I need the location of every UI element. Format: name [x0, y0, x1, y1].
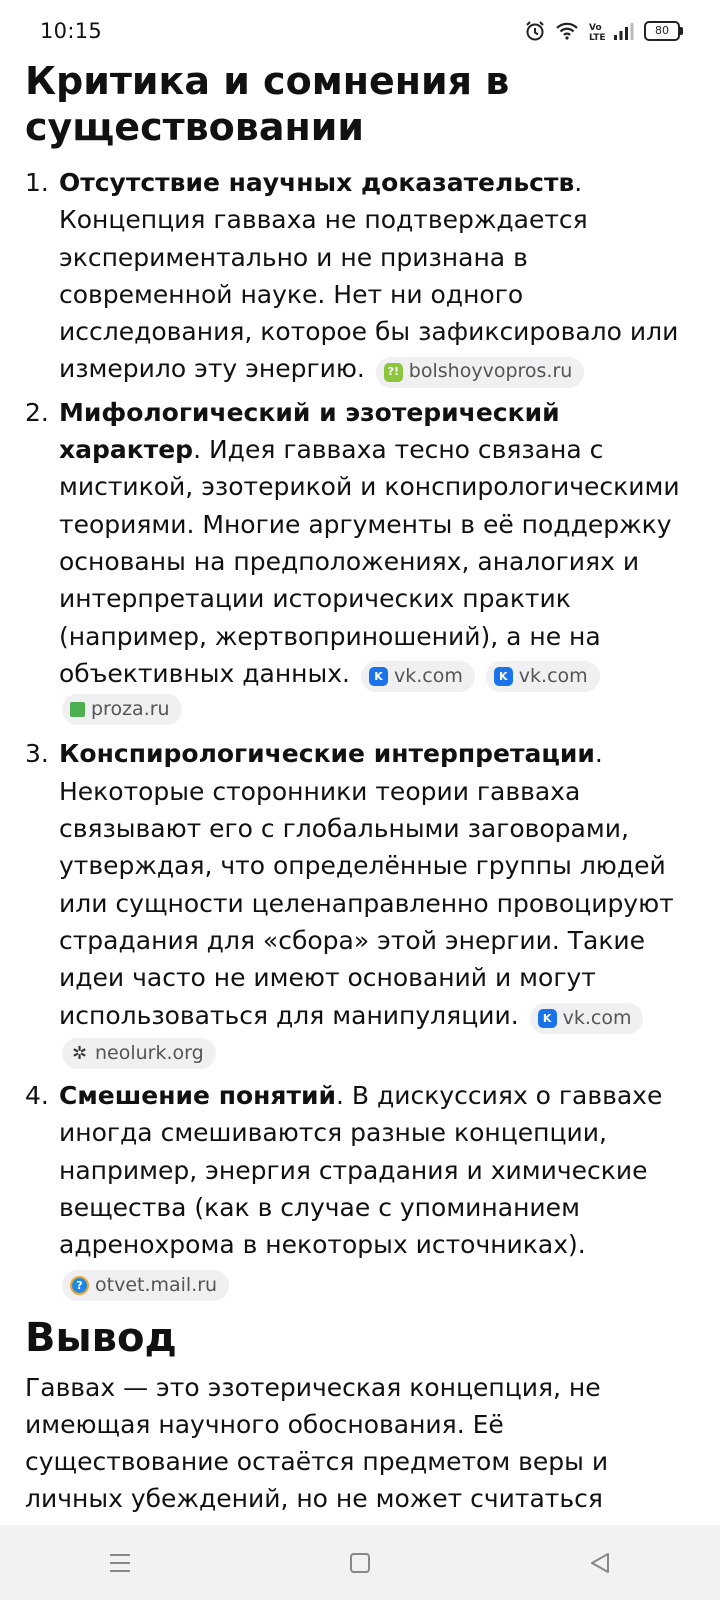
bolshoyvopros-icon: ?!	[384, 363, 403, 382]
source-chip-label: proza.ru	[91, 698, 170, 721]
list-item-text: . Некоторые сторонники теории гавваха связывают его с глобальными заговорами, утверждая, что определённые группы людей или сущности целенаправленно провоцируют страдания для «сбора» этой энергии. Такие идеи часто не имеют оснований и могут использоваться для манипуляции.	[59, 739, 674, 1030]
volte-icon	[588, 21, 604, 41]
list-item-number: 1.	[25, 168, 49, 197]
list-item-number: 4.	[25, 1081, 49, 1111]
menu-button[interactable]	[90, 1543, 150, 1583]
source-chip-label: vk.com	[562, 1006, 632, 1029]
home-button[interactable]	[330, 1543, 390, 1583]
proza-icon	[70, 702, 85, 717]
vk-icon: K	[538, 1009, 557, 1028]
conclusion-text: Гаввах — это эзотерическая концепция, не имеющая научного обоснования. Её существование остаётся предметом веры и личных убеждений, но не может считаться	[25, 1372, 609, 1513]
status-time: 10:15	[40, 19, 103, 43]
wifi-icon	[555, 21, 579, 41]
criticism-list	[25, 164, 697, 1301]
source-chip[interactable]	[376, 357, 585, 388]
list-item-term: Конспирологические интерпретации	[59, 739, 595, 769]
conclusion-title: Вывод	[25, 1314, 177, 1361]
answer-content	[25, 58, 697, 1516]
list-item-number: 3.	[25, 739, 49, 769]
menu-icon	[108, 1552, 132, 1574]
list-item	[25, 164, 697, 388]
battery-icon: 80	[644, 21, 680, 41]
source-chip[interactable]	[62, 694, 182, 725]
list-item-text: . Идея гавваха тесно связана с мистикой, эзотерикой и конспирологическими теориями. Многие аргументы в её поддержку основаны на предположениях, аналогиях и интерпретации исторических практик (например, жертвоприношений), а не на объективных данных.	[59, 435, 680, 688]
navigation-bar	[0, 1525, 720, 1600]
list-item-term: Отсутствие научных доказательств	[59, 168, 575, 197]
list-item-term: Смешение понятий	[59, 1081, 336, 1111]
neolurk-icon: ✲	[71, 1042, 88, 1064]
list-item	[25, 1077, 697, 1301]
source-chip-label: otvet.mail.ru	[95, 1273, 218, 1296]
source-chip-label: vk.com	[518, 664, 588, 687]
source-chip-label: vk.com	[393, 664, 463, 687]
otvet-mail-icon: ?	[70, 1276, 89, 1295]
source-chip[interactable]	[62, 1270, 229, 1301]
source-chip-label: bolshoyvopros.ru	[408, 360, 573, 383]
list-item	[25, 394, 697, 730]
svg-text:LTE: LTE	[589, 33, 606, 43]
vk-icon: K	[369, 667, 388, 686]
source-chip[interactable]	[486, 661, 600, 692]
back-icon	[589, 1552, 611, 1574]
source-chip[interactable]	[530, 1003, 644, 1034]
section-title: Критика и сомнения в существовании	[25, 59, 510, 149]
list-item-text: . В дискуссиях о гаввахе иногда смешиваются разные концепции, например, энергия страдания и химические вещества (как в случае с упоминанием адренохрома в некоторых источниках).	[59, 1081, 663, 1260]
status-bar	[0, 0, 720, 62]
vk-icon: K	[494, 667, 513, 686]
list-item-text: . Концепция гавваха не подтверждается экспериментально и не признана в современной науке. Нет ни одного исследования, которое бы зафиксировало или измерило эту энергию.	[59, 168, 679, 384]
list-item	[25, 735, 697, 1071]
back-button[interactable]	[570, 1543, 630, 1583]
svg-text:Vo: Vo	[589, 23, 602, 33]
source-chip[interactable]	[361, 661, 475, 692]
list-item-number: 2.	[25, 397, 49, 427]
source-chip-label: neolurk.org	[95, 1041, 204, 1064]
status-icons	[524, 20, 680, 42]
list-item-term: Мифологический и эзотерический характер	[59, 397, 560, 465]
alarm-icon	[524, 20, 546, 42]
signal-icon	[613, 21, 635, 41]
home-icon	[349, 1552, 371, 1574]
source-chip[interactable]	[62, 1038, 216, 1069]
